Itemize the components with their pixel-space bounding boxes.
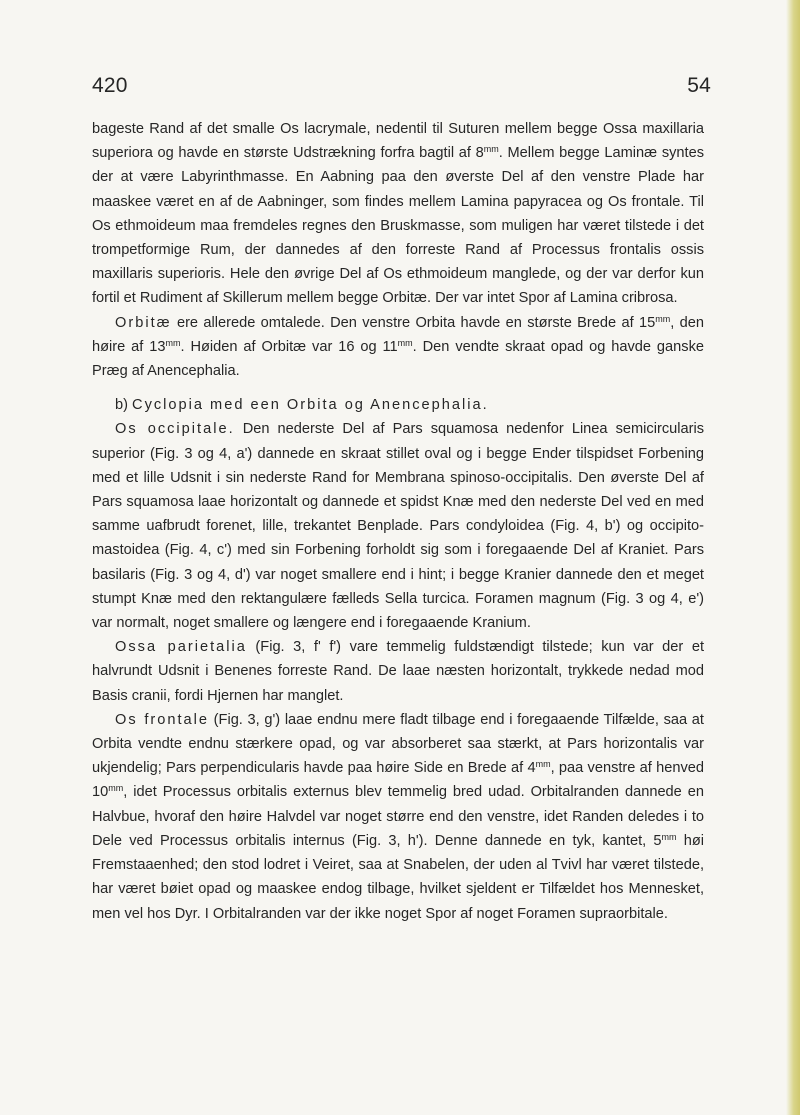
page-edge xyxy=(786,0,800,1115)
text-run: . Den vendte skraat opad og havde ganske Præg af Anencephalia. xyxy=(92,338,704,380)
unit-superscript: mm xyxy=(165,337,181,348)
text-run: bageste Rand af det smalle Os lacrymale, nedentil til Suturen mellem begge Ossa maxillaria superiora og havde en største Udstrækning forfra bagtil af 8 xyxy=(92,121,704,162)
lead-term: Orbitæ xyxy=(115,314,172,331)
unit-superscript: mm xyxy=(483,144,499,155)
text-run: (Fig. 3, g') laae endnu mere fladt tilbage end i foregaaende Tilfælde, saa at Orbita vendte endnu stærkere opad, og var absorberet saa stærkt, at Pars horizontalis var ukjendelig; Pars perpendicularis havde paa høire Side en Brede af 4 xyxy=(92,711,704,777)
left-page-number: 420 xyxy=(92,74,128,97)
unit-superscript: mm xyxy=(655,313,671,324)
paragraph-orbitae xyxy=(92,311,704,384)
section-prefix: b) xyxy=(115,397,133,414)
text-run: , paa venstre af henved 10 xyxy=(92,760,704,801)
section-heading xyxy=(92,393,704,417)
text-run: . Mellem begge Laminæ syntes der at være Labyrinthmasse. En Aabning paa den øverste Del af den venstre Plade har maaskee været en af de Aabninger, som findes mellem Lamina papyracea og Os frontale. Til Os ethmoideum maa fremdeles regnes den Bruskmasse, som muligen har været tilstede i det trompetformige Rum, der dannedes af den forreste Rand af Processus frontalis ossis maxillaris superioris. Hele den øvrige Del af Os ethmoideum manglede, og der var derfor kun fortil et Rudiment af Skillerum mellem begge Orbitæ. Der var intet Spor af Lamina cribrosa. xyxy=(92,145,704,307)
text-run: , den høire af 13 xyxy=(92,314,704,355)
paragraph-os-occipitale xyxy=(92,417,704,635)
lead-term: Os frontale xyxy=(115,711,209,728)
paragraph-os-frontale xyxy=(92,708,704,926)
section-title: Cyclopia med een Orbita og Anencephalia. xyxy=(132,397,489,414)
body-text xyxy=(92,117,704,926)
unit-superscript: mm xyxy=(108,783,124,794)
right-page-number: 54 xyxy=(687,74,711,97)
lead-term: Os occipitale. xyxy=(115,421,235,438)
text-run: ere allerede omtalede. Den venstre Orbita havde en største Brede af 15 xyxy=(171,314,656,331)
page-header xyxy=(92,74,711,98)
text-run: , idet Processus orbitalis externus blev temmelig bred udad. Orbitalranden dannede en Halvbue, hvoraf den høire Halvdel var noget større end den venstre, idet Randen deledes i to Dele ved Processus orbitalis internus (Fig. 3, h'). Denne dannede en tyk, kantet, 5 xyxy=(92,784,704,849)
text-run: Den nederste Del af Pars squamosa nedenfor Linea semicircularis superior (Fig. 3 og 4, a') dannede en skraat stillet oval og i begge Ender tilspidset Forbening med et lille Udsnit i sin nederste Rand for Membrana spinoso-occipitalis. Den øverste Del af Pars squamosa laae horizontalt og dannede et spidst Knæ med den nederste Del ved en med samme uafbrudt forenet, lille, trekantet Benplade. Pars condyloidea (Fig. 4, b') og occipito-mastoidea (Fig. 4, c') med sin Forbening forholdt sig som i foregaaende Del af Kraniet. Pars basilaris (Fig. 3 og 4, d') var noget smallere end i hint; i begge Kranier dannede den et meget stumpt Knæ med den rektangulære fælleds Sella turcica. Foramen magnum (Fig. 3 og 4, e') var normalt, noget smallere og længere end i foregaaende Kranium. xyxy=(92,421,704,632)
unit-superscript: mm xyxy=(661,831,677,842)
unit-superscript: mm xyxy=(535,759,551,770)
paragraph-ossa-parietalia xyxy=(92,635,704,708)
unit-superscript: mm xyxy=(397,337,413,348)
text-run: (Fig. 3, f' f') vare temmelig fuldstændigt tilstede; kun var der et halvrundt Udsnit i Benenes forreste Rand. De laae næsten horizontalt, trykkede nedad mod Basis cranii, fordi Hjernen har manglet. xyxy=(92,639,704,704)
paragraph-ethmoideum xyxy=(92,117,704,311)
text-run: . Høiden af Orbitæ var 16 og 11 xyxy=(180,338,398,355)
text-run: høi Fremstaaenhed; den stod lodret i Veiret, saa at Snabelen, der uden al Tvivl har været tilstede, har været bøiet opad og maaskee endog tilbage, hvilket sjeldent er Tilfældet hos Mennesket, men vel hos Dyr. I Orbitalranden var der ikke noget Spor af noget Foramen supraorbitale. xyxy=(92,832,705,922)
lead-term: Ossa parietalia xyxy=(115,639,247,656)
